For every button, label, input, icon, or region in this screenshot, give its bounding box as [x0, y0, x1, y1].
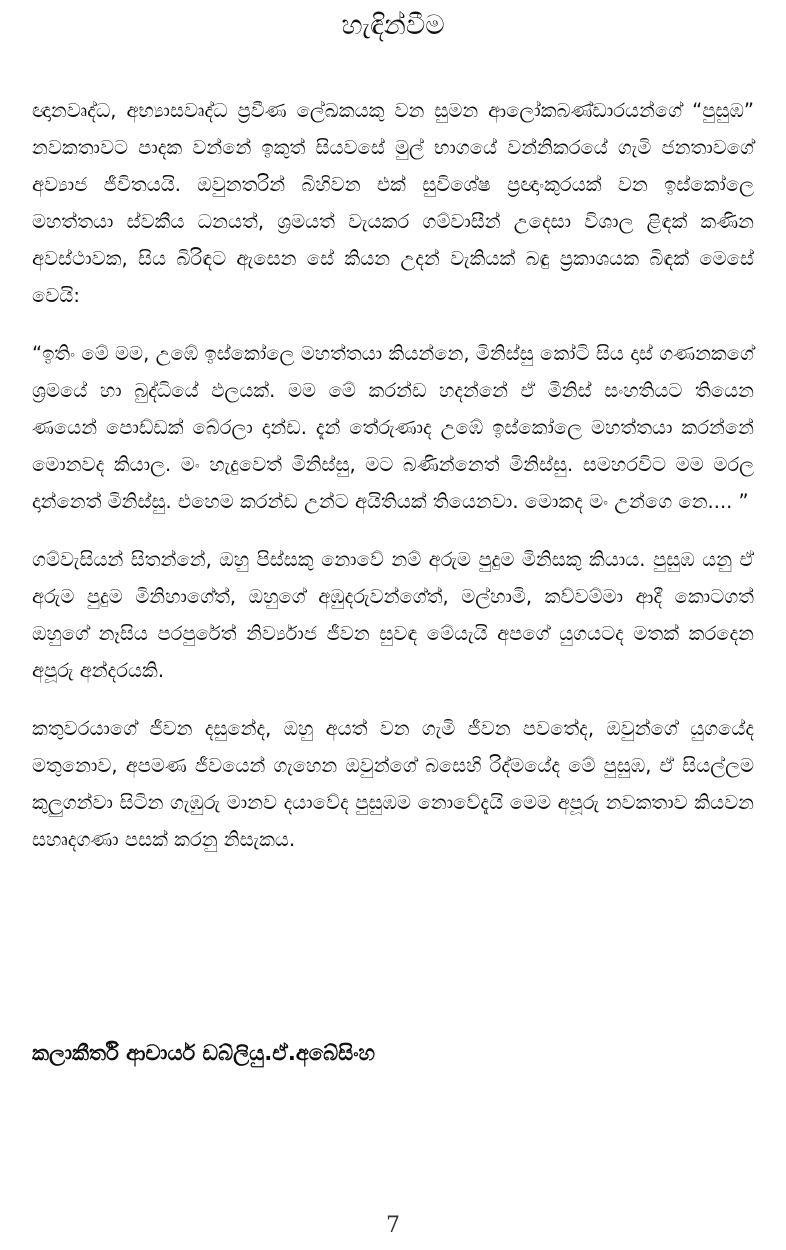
body-text — [32, 92, 754, 879]
paragraph-intro: ඥානවෘද්ධ, අභ්‍යාසවෘද්ධ ප්‍රවීණ ලේඛකයකු වන සුමන ආලෝකබණ්ඩාරයන්ගේ “පුසුඹ” නවකතාවට පාදක වන්නේ ඉකුත් සියවසේ මුල් භාගයේ වන්නිකරයේ ගැමි ජනතාවගේ අව්‍යාජ ජීවිතයයි. ඔවුනතරින් බිහිවන එක් සුවිශේෂ ප්‍රඥාංකුරයක් වන ඉස්කෝලෙ මහත්තයා ස්වකීය ධනයත්, ශ්‍රමයත් වැයකර ගම්වාසීන් උදෙසා විශාල ළිඳක් කණින අවස්ථාවක, සිය බිරිඳට ඇසෙන සේ කියන උදන් වැකියක් බඳු ප්‍රකාශයක බිඳක් මෙසේ වෙයි: — [32, 99, 754, 307]
page-title: හැඳින්වීම — [341, 10, 445, 41]
paragraph-quote: “ඉතිං මේ මම, උඹේ ඉස්කෝලෙ මහත්තයා කියන්නෙ, මිනිස්සු කෝටි සිය දාස් ගණනකගේ ශ්‍රමයේ හා බුද්ධියේ ඵලයක්. මම මේ කරන්ඩ හදන්නේ ඒ මිනිස් සංහතියට තියෙන ණයෙන් පොඩ්ඩක් බේරලා දාන්ඩ. දැන් තේරුණාද උඹේ ඉස්කෝලෙ මහත්තයා කරන්නේ මොනවද කියාල. මං හැදුවෙත් මිනිස්සු, මට බණින්නෙත් මිනිස්සු. සමහරවිට මම මරල දාන්නෙත් මිනිස්සු. එහෙම කරන්ඩ උන්ට අයිතියක් තියෙනවා. මොකද මං උන්ගෙ නෙ.... ” — [32, 342, 754, 513]
page-number: 7 — [386, 1213, 400, 1238]
paragraph-conclusion: කතුවරයාගේ ජීවන දසුනේද, ඔහු අයත් වන ගැමි ජීවන පවතේද, ඔවුන්ගේ යුගයේද මතුනොව, අපමණ ජීවයෙන් ගැහෙන ඔවුන්ගේ බසෙහි රිද්මයේද මේ පුසුඹ, ඒ සියල්ලම කුලුගන්වා සිටින ගැඹුරු මානව දයාවේද පුසුඹම නොවේදැයි මෙම අපූරු නවකතාව කියවන සහෘදගණා පසක් කරනු නිසැකය. — [32, 717, 754, 851]
author-signature: කලාකීර්ති ආචාර්ය ඩබ්ලියු.ඒ.අබේසිංහ — [32, 1041, 376, 1065]
paragraph-villagers: ගම්වැසියන් සිතන්නේ, ඔහු පිස්සකු නොවේ නම් අරුම පුදුම මිනිසකු කියාය. පුසුඹ යනු ඒ අරුම පුදුම මිනිහාගේත්, ඔහුගේ අඹුදරුවන්ගේත්, මල්හාමි, කව්වම්මා ආදී කොටගත් ඔහුගේ නෑසිය පරපුරේත් නිර්ව්‍යාජ ජීවන සුවඳ මේයැයි අපගේ යුගයටද මතක් කරදෙන අපූරු අන්දරයකි. — [32, 548, 754, 682]
